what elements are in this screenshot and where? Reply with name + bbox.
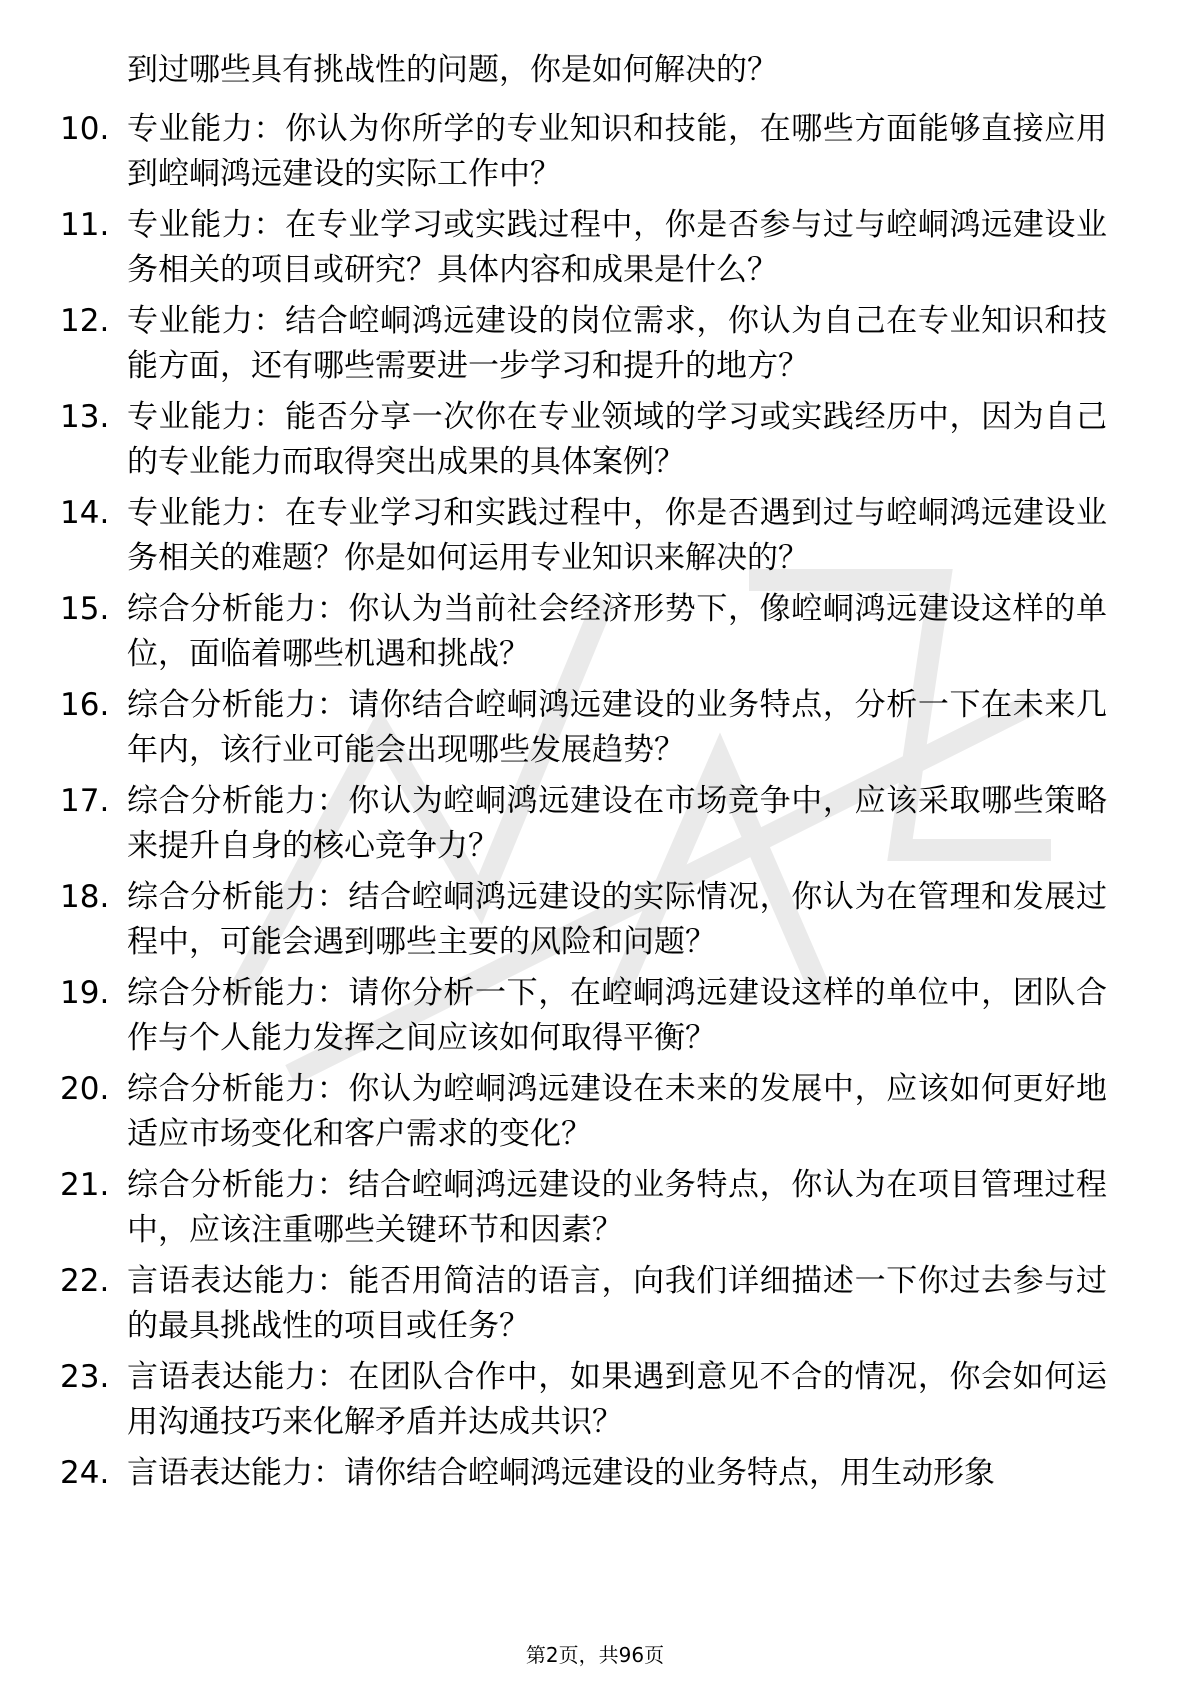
item-number: 19. [60, 975, 110, 1011]
item-number: 18. [60, 879, 110, 915]
item-text: 专业能力：你认为你所学的专业知识和技能，在哪些方面能够直接应用到崆峒鸿远建设的实际工作中？ [127, 111, 1107, 192]
item-text: 综合分析能力：你认为当前社会经济形势下，像崆峒鸿远建设这样的单位，面临着哪些机遇和挑战？ [127, 591, 1107, 672]
item-text: 言语表达能力：在团队合作中，如果遇到意见不合的情况，你会如何运用沟通技巧来化解矛盾并达成共识？ [127, 1359, 1107, 1440]
list-item [0, 1163, 1190, 1259]
item-text: 综合分析能力：请你分析一下，在崆峒鸿远建设这样的单位中，团队合作与个人能力发挥之间应该如何取得平衡？ [127, 975, 1107, 1056]
list-item [0, 1355, 1190, 1451]
question-list [0, 107, 1190, 1547]
item-number: 15. [60, 591, 110, 627]
list-item [0, 1259, 1190, 1355]
list-item [0, 395, 1190, 491]
item-text: 综合分析能力：结合崆峒鸿远建设的业务特点，你认为在项目管理过程中，应该注重哪些关键环节和因素？ [127, 1167, 1107, 1248]
list-item [0, 1067, 1190, 1163]
item-number: 21. [60, 1167, 110, 1203]
item-text: 综合分析能力：你认为崆峒鸿远建设在未来的发展中，应该如何更好地适应市场变化和客户需求的变化？ [127, 1071, 1107, 1152]
item-number: 17. [60, 783, 110, 819]
item-text: 专业能力：在专业学习和实践过程中，你是否遇到过与崆峒鸿远建设业务相关的难题？你是如何运用专业知识来解决的？ [127, 495, 1107, 576]
item-number: 22. [60, 1263, 110, 1299]
list-item [0, 491, 1190, 587]
list-item [0, 587, 1190, 683]
list-item [0, 875, 1190, 971]
list-item [0, 299, 1190, 395]
item-text: 专业能力：结合崆峒鸿远建设的岗位需求，你认为自己在专业知识和技能方面，还有哪些需要进一步学习和提升的地方？ [127, 303, 1107, 384]
intro-line: 到过哪些具有挑战性的问题，你是如何解决的？ [127, 52, 778, 88]
list-item [0, 203, 1190, 299]
item-text: 专业能力：能否分享一次你在专业领域的学习或实践经历中，因为自己的专业能力而取得突出成果的具体案例？ [127, 399, 1107, 480]
item-number: 16. [60, 687, 110, 723]
list-item [0, 107, 1190, 203]
list-item [0, 779, 1190, 875]
page-number-footer: 第2页，共96页 [525, 1643, 665, 1667]
item-number: 20. [60, 1071, 110, 1107]
list-item [0, 1451, 1190, 1547]
item-text: 言语表达能力：能否用简洁的语言，向我们详细描述一下你过去参与过的最具挑战性的项目或任务？ [127, 1263, 1107, 1344]
item-number: 11. [60, 207, 110, 243]
item-number: 14. [60, 495, 110, 531]
item-text: 综合分析能力：结合崆峒鸿远建设的实际情况，你认为在管理和发展过程中，可能会遇到哪些主要的风险和问题？ [127, 879, 1107, 960]
item-number: 12. [60, 303, 110, 339]
item-text: 综合分析能力：你认为崆峒鸿远建设在市场竞争中，应该采取哪些策略来提升自身的核心竞争力？ [127, 783, 1107, 864]
item-number: 23. [60, 1359, 110, 1395]
item-text: 言语表达能力：请你结合崆峒鸿远建设的业务特点，用生动形象 [127, 1455, 995, 1491]
item-number: 24. [60, 1455, 110, 1491]
list-item [0, 971, 1190, 1067]
item-number: 13. [60, 399, 110, 435]
item-text: 综合分析能力：请你结合崆峒鸿远建设的业务特点，分析一下在未来几年内，该行业可能会出现哪些发展趋势？ [127, 687, 1107, 768]
item-number: 10. [60, 111, 110, 147]
list-item [0, 683, 1190, 779]
item-text: 专业能力：在专业学习或实践过程中，你是否参与过与崆峒鸿远建设业务相关的项目或研究？具体内容和成果是什么？ [127, 207, 1107, 288]
